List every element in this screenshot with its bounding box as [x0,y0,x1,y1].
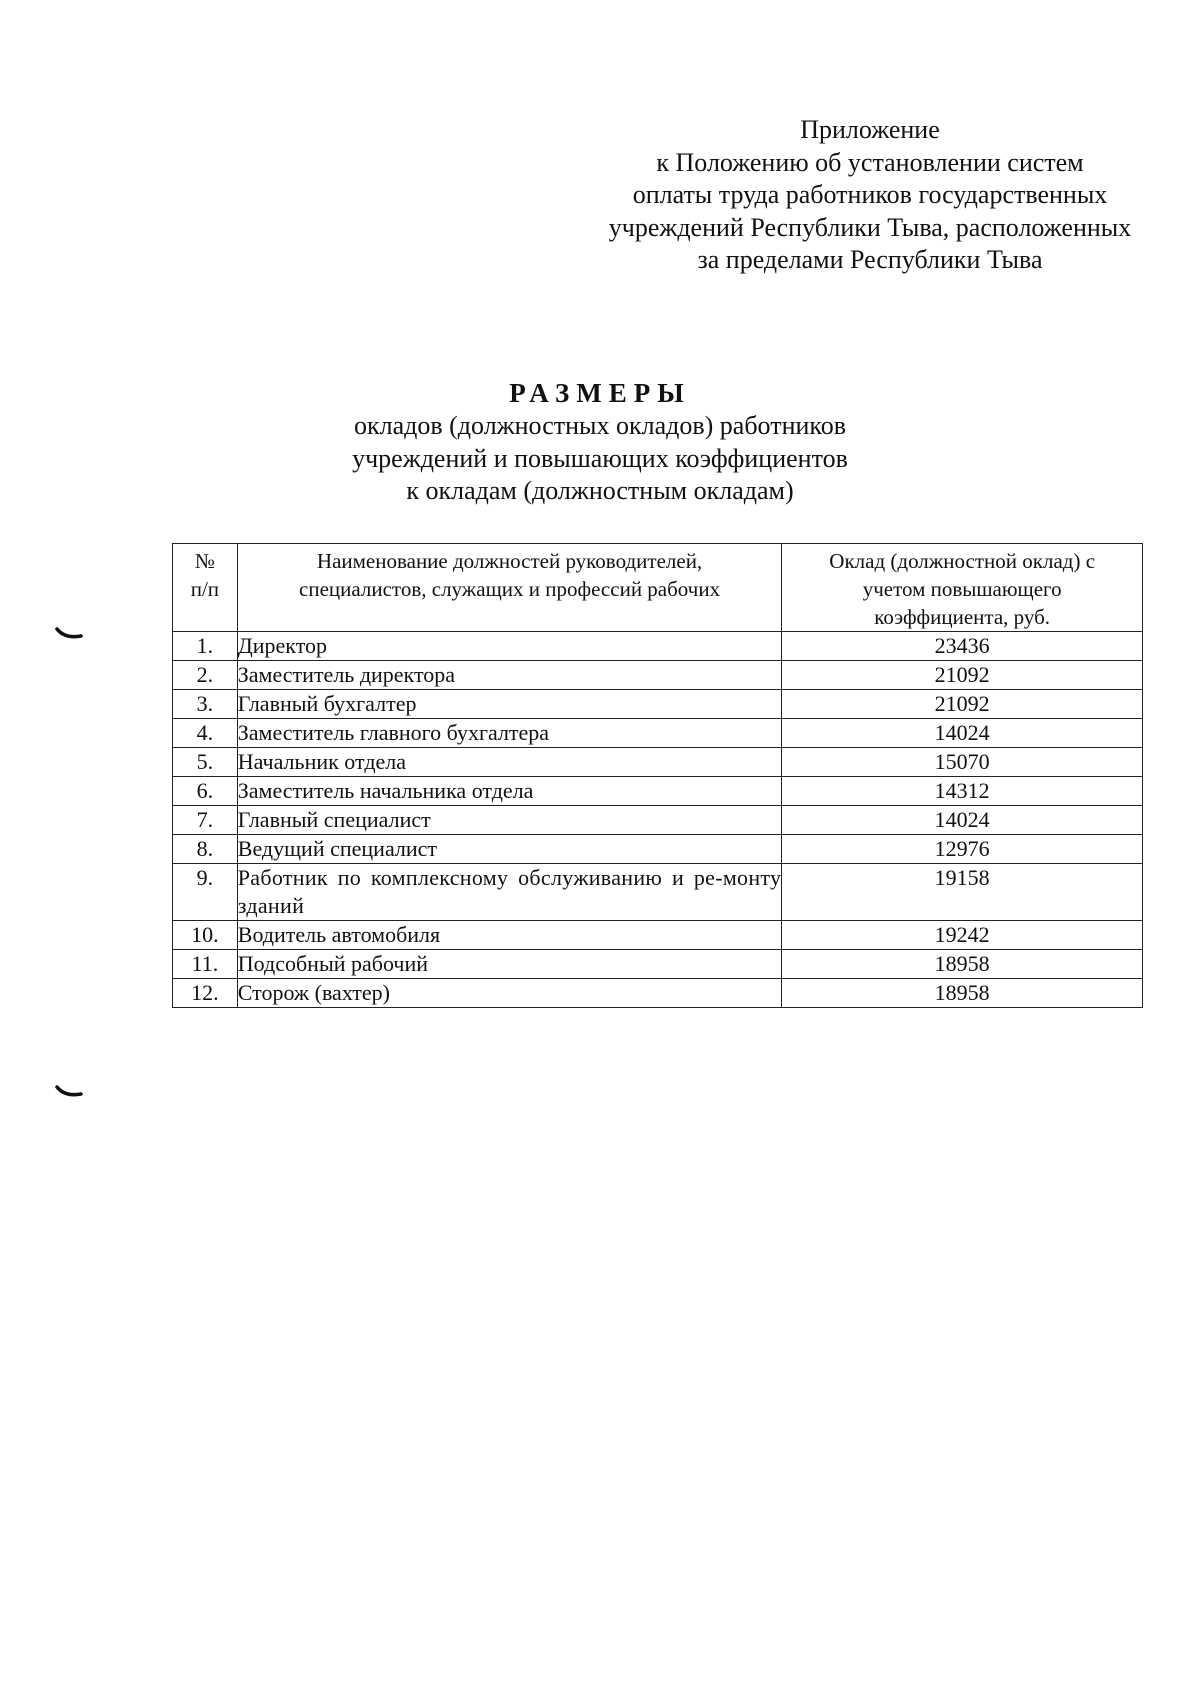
document-title: РАЗМЕРЫ [509,378,691,408]
row-position: Заместитель начальника отдела [237,777,782,806]
header-salary-line: учетом повышающего [862,577,1062,601]
header-salary [782,544,1143,632]
row-position: Заместитель главного бухгалтера [237,719,782,748]
table-row [173,690,1143,719]
table-row [173,921,1143,950]
row-salary: 21092 [782,661,1143,690]
row-position: Заместитель директора [237,661,782,690]
row-num: 2. [173,661,238,690]
row-position: Директор [237,632,782,661]
row-position: Начальник отдела [237,748,782,777]
document-subtitle-line: окладов (должностных окладов) работников [354,411,846,440]
document-subtitle-line: учреждений и повышающих коэффициентов [352,443,848,473]
row-salary: 19158 [782,864,1143,921]
row-num: 9. [173,864,238,921]
row-num: 4. [173,719,238,748]
row-salary: 14024 [782,719,1143,748]
table-row [173,950,1143,979]
row-position: Подсобный рабочий [237,950,782,979]
row-num: 7. [173,806,238,835]
row-num: 11. [173,950,238,979]
appendix-line: учреждений Республики Тыва, расположенных [608,212,1132,242]
header-name-line: специалистов, служащих и профессий рабочих [299,577,721,601]
row-num: 8. [173,835,238,864]
table-row [173,748,1143,777]
appendix-line: оплаты труда работников государственных [632,180,1108,209]
table-row [173,719,1143,748]
row-salary: 23436 [782,632,1143,661]
row-position: Ведущий специалист [237,835,782,864]
row-num: 5. [173,748,238,777]
table-row [173,835,1143,864]
salary-table [172,543,1143,1008]
header-salary-line: коэффициента, руб. [874,605,1051,629]
row-num: 10. [173,921,238,950]
table-row [173,661,1143,690]
document-heading [300,376,900,508]
appendix-block [580,114,1160,277]
row-num: 12. [173,979,238,1008]
scan-mark [55,627,85,641]
header-num [173,544,238,632]
header-salary-line: Оклад (должностной оклад) с [829,549,1096,573]
table-row [173,864,1143,921]
row-salary: 19242 [782,921,1143,950]
row-num: 1. [173,632,238,661]
table-row [173,979,1143,1008]
appendix-line: к Положению об установлении систем [656,147,1084,177]
row-salary: 12976 [782,835,1143,864]
table-header-row [173,544,1143,632]
row-num: 6. [173,777,238,806]
row-salary: 15070 [782,748,1143,777]
header-name-line: Наименование должностей руководителей, [316,549,703,573]
row-position: Сторож (вахтер) [237,979,782,1008]
row-salary: 14024 [782,806,1143,835]
header-position-name [237,544,782,632]
row-salary: 18958 [782,950,1143,979]
row-position: Работник по комплексному обслуживанию и ре-монту зданий [237,864,782,921]
table-row [173,777,1143,806]
header-num-line: п/п [190,577,220,601]
row-num: 3. [173,690,238,719]
appendix-line: за пределами Республики Тыва [697,245,1043,274]
document-subtitle-line: к окладам (должностным окладам) [406,476,794,505]
row-position: Главный специалист [237,806,782,835]
table-row [173,806,1143,835]
scan-mark [55,1085,85,1099]
row-position: Водитель автомобиля [237,921,782,950]
table-row [173,632,1143,661]
row-position: Главный бухгалтер [237,690,782,719]
appendix-line: Приложение [800,115,940,144]
row-salary: 14312 [782,777,1143,806]
header-num-line: № [194,549,215,573]
row-salary: 21092 [782,690,1143,719]
row-salary: 18958 [782,979,1143,1008]
